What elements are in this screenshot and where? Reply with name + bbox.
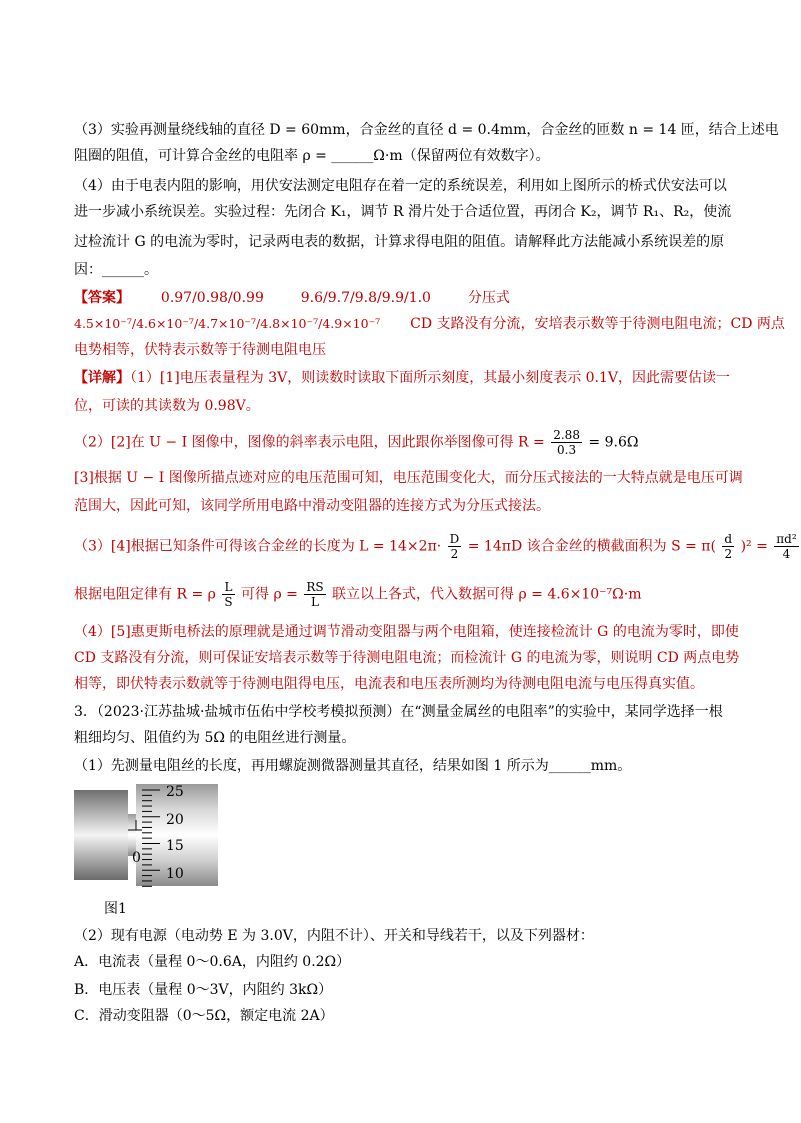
- detail-4: [3]根据 U − I 图像所描点迹对应的电压范围可知，电压范围变化大，而分压式接法的一大特点就是电压可调: [74, 470, 743, 486]
- answer-1: 0.97/0.98/0.99: [160, 290, 264, 306]
- sleeve-zero: 0: [132, 850, 141, 866]
- option-b: B．电压表（量程 0～3V，内阻约 3kΩ）: [74, 982, 333, 998]
- frac-num: RS: [306, 580, 324, 594]
- detail-3: [74, 428, 724, 457]
- sleeve-body: [74, 790, 128, 880]
- tick-label-15: 15: [166, 838, 184, 854]
- detail-3b: = 9.6Ω: [588, 434, 639, 451]
- frac-den: 2: [724, 547, 733, 561]
- q4-line1: （4）由于电表内阻的影响，用伏安法测定电阻存在着一定的系统误差，利用如上图所示的桥式伏安法可以: [74, 178, 727, 194]
- answer-line2: [74, 314, 785, 334]
- micrometer-figure: [74, 784, 218, 886]
- detail-6a: （3）[4]根据已知条件可得该合金丝的长度为 L = 14×2π·: [74, 538, 442, 555]
- answer-4: 4.5×10⁻⁷/4.6×10⁻⁷/4.7×10⁻⁷/4.8×10⁻⁷/4.9×10⁻⁷: [74, 316, 381, 331]
- frac-den: 0.3: [557, 443, 577, 457]
- detail-3a: （2）[2]在 U − I 图像中，图像的斜率表示电阻，因此跟你举图像可得 R =: [74, 434, 545, 451]
- detail-7c: 联立以上各式，代入数据可得 ρ = 4.6×10⁻⁷Ω·m: [332, 586, 642, 603]
- question3-line2: 粗细均匀、阻值约为 5Ω 的电阻丝进行测量。: [74, 730, 356, 746]
- question3-line1: 3．（2023·江苏盐城·盐城市伍佑中学校考模拟预测）在“测量金属丝的电阻率”的实验中，某同学选择一根: [74, 704, 723, 720]
- detail-6b: = 14πD 该合金丝的横截面积为 S = π(: [467, 538, 716, 555]
- answer-6: 电势相等，伏特表示数等于待测电阻电压: [74, 342, 326, 358]
- detail-10: 相等，即伏特表示数就等于待测电阻得电压，电流表和电压表所测均为待测电阻电流与电压得真实值。: [74, 676, 704, 692]
- fraction-rs: [304, 580, 325, 609]
- detail-7b: 可得 ρ =: [241, 586, 298, 603]
- question3-line3: （1）先测量电阻丝的长度，再用螺旋测微器测量其直径，结果如图 1 所示为______mm。: [74, 758, 632, 774]
- answer-3: 分压式: [467, 290, 510, 306]
- option-a: A．电流表（量程 0～0.6A，内阻约 0.2Ω）: [74, 954, 351, 970]
- frac-num: D: [449, 532, 460, 546]
- frac-den: L: [310, 595, 319, 609]
- detail-9: CD 支路没有分流，则可保证安培表示数等于待测电阻电流；而检流计 G 的电流为零，则说明 CD 两点电势: [74, 650, 740, 666]
- detail-6c: )² =: [740, 538, 768, 555]
- option-c: C．滑动变阻器（0～5Ω，额定电流 2A）: [74, 1008, 334, 1024]
- frac-den: S: [224, 595, 233, 609]
- fraction-ls: [222, 580, 234, 609]
- detail-6: [74, 532, 797, 561]
- answer-2: 9.6/9.7/9.8/9.9/1.0: [300, 290, 431, 306]
- q4-line2: 进一步减小系统误差。实验过程：先闭合 K₁，调节 R 滑片处于合适位置，再闭合 K₂，调节 R₁、R₂，使流: [74, 204, 732, 220]
- answer-line: [74, 288, 724, 308]
- detail-line1: [74, 368, 731, 388]
- tick-label-25: 25: [166, 784, 184, 800]
- figure-caption: 图1: [104, 901, 127, 917]
- fraction-r: [551, 428, 582, 457]
- fraction-d2: [448, 532, 462, 561]
- frac-num: L: [222, 580, 234, 595]
- q4-line3: 过检流计 G 的电流为零时，记录两电表的数据，计算求得电阻的阻值。请解释此方法能减小系统误差的原: [74, 234, 725, 250]
- fraction-d2b: [722, 532, 734, 561]
- answer-5: CD 支路没有分流，安培表示数等于待测电阻电流；CD 两点: [410, 316, 785, 332]
- detail-5: 范围大，因此可知，该同学所用电路中滑动变阻器的连接方式为分压式接法。: [74, 498, 550, 514]
- detail-7: [74, 580, 724, 609]
- frac-den: 2: [450, 547, 459, 561]
- detail-7a: 根据电阻定律有 R = ρ: [74, 586, 216, 603]
- frac-num: πd²: [776, 532, 797, 546]
- answer-label: 【答案】: [74, 290, 130, 306]
- frac-num: 2.88: [553, 428, 580, 442]
- q3-line1: （3）实验再测量绕线轴的直径 D = 60mm，合金丝的直径 d = 0.4mm，合金丝的匝数 n = 14 匝，结合上述电: [74, 122, 779, 138]
- fraction-area: [774, 532, 798, 561]
- detail-label: 【详解】: [74, 370, 130, 386]
- frac-den: 4: [782, 547, 791, 561]
- detail-1: （1）[1]电压表量程为 3V，则读数时读取下面所示刻度，其最小刻度表示 0.1V，因此需要估读一: [130, 370, 731, 386]
- tick-label-20: 20: [166, 812, 184, 828]
- q4-line4: 因：______。: [74, 262, 158, 278]
- detail-8: （4）[5]惠更斯电桥法的原理就是通过调节滑动变阻器与两个电阻箱，使连接检流计 G 的电流为零时，即使: [74, 624, 739, 640]
- q3-line2: 阻圈的阻值，可计算合金丝的电阻率 ρ = ______Ω·m（保留两位有效数字）。: [74, 148, 550, 164]
- tick-label-10: 10: [166, 866, 184, 882]
- detail-2: 位，可读的其读数为 0.98V。: [74, 398, 260, 414]
- frac-num: d: [724, 532, 733, 546]
- question3-line4: （2）现有电源（电动势 E 为 3.0V，内阻不计）、开关和导线若干，以及下列器材：: [74, 928, 594, 944]
